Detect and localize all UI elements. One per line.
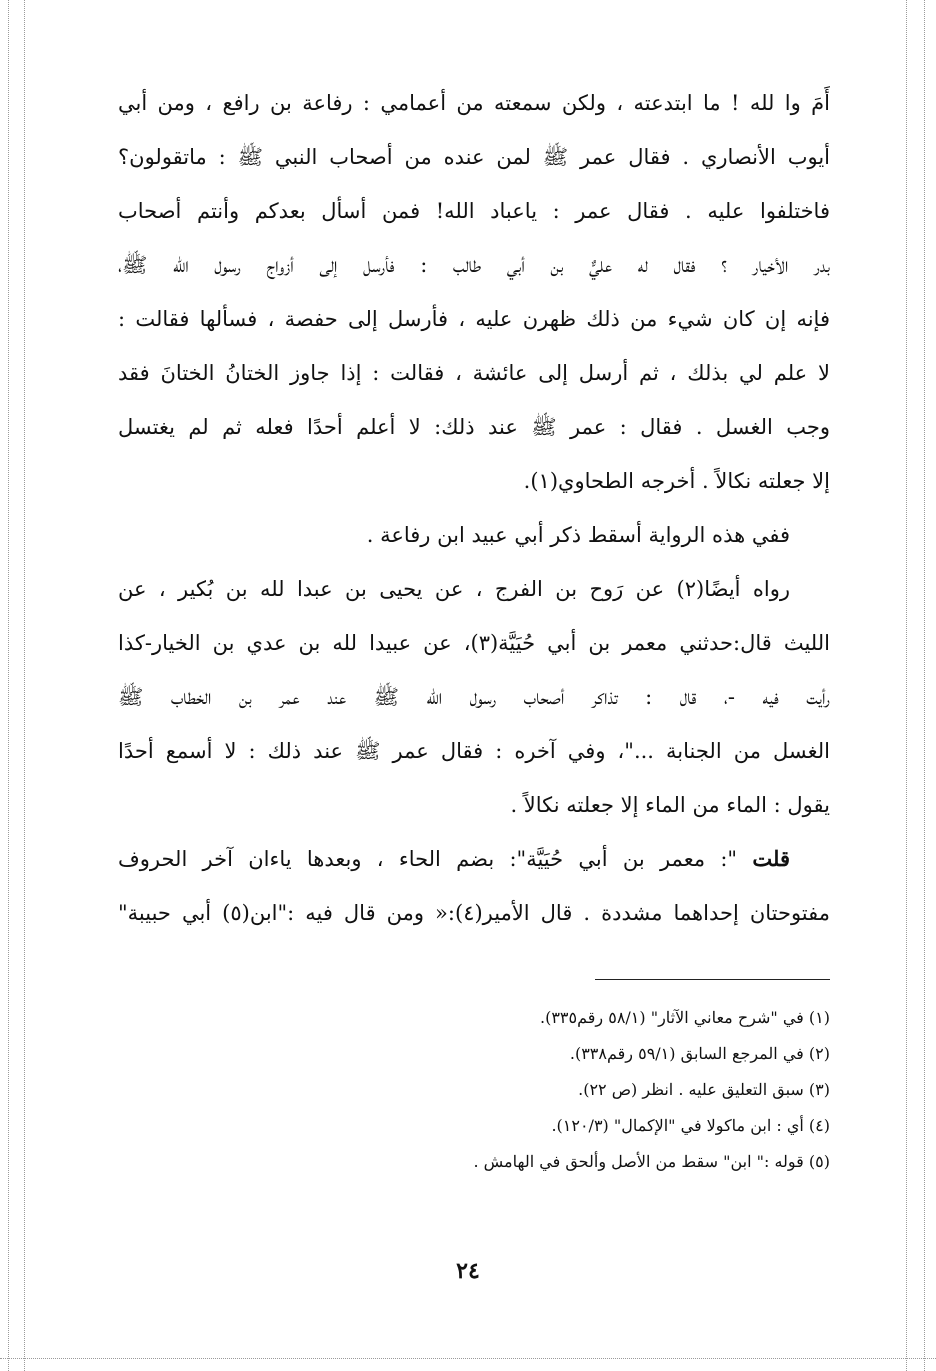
text-line: رواه أيضًا(٢) عن رَوح بن الفرج ، عن يحيى بن عبدا لله بن بُكير ، عن (118, 577, 790, 601)
scan-guide-right-inner (906, 0, 907, 1371)
text-line: أيوب الأنصاري . فقال عمر ﷺ لمن عنده من أصحاب النبي ﷺ : ماتقولون؟ (118, 145, 830, 169)
scan-guide-left-inner (24, 0, 25, 1371)
page-number: ٢٤ (456, 1258, 480, 1284)
text-line: إلا جعلته نكالاً . أخرجه الطحاوي(١). (523, 469, 830, 493)
text-line: رأيت فيه -، قال : تذاكر أصحاب رسول الله ﷺ عند عمر بن الخطاب ﷺ (118, 685, 830, 709)
text-line: وجب الغسل . فقال : عمر ﷺ عند ذلك: لا أعلم أحدًا فعله ثم لم يغتسل (118, 415, 830, 439)
main-text (118, 76, 830, 940)
footnotes (118, 1000, 830, 1180)
text-line: أَمَ وا لله ! ما ابتدعته ، ولكن سمعته من أعمامي : رفاعة بن رافع ، ومن أبي (118, 91, 830, 115)
text-line: لا علم لي بذلك ، ثم أرسل إلى عائشة ، فقالت : إذا جاوز الختانُ الختانَ فقد (118, 361, 830, 385)
footnote-separator (595, 979, 830, 980)
text-line-qult (118, 832, 830, 886)
footnote: (١) في "شرح معاني الآثار" (٥٨/١ رقم٣٣٥). (540, 1008, 830, 1027)
scan-guide-bottom (0, 1358, 936, 1359)
text-line: يقول : الماء من الماء إلا جعلته نكالاً . (510, 793, 830, 817)
text-line: فإنه إن كان شيء من ذلك ظهرن عليه ، فأرسل إلى حفصة ، فسألها فقالت : (118, 307, 830, 331)
footnote: (٤) أي : ابن ماكولا في "الإكمال" (١٢٠/٣). (551, 1116, 830, 1135)
text-line: مفتوحتان إحداهما مشددة . قال الأمير(٤):« ومن قال فيه :"ابن(٥) أبي حبيبة" (118, 901, 830, 925)
text-line: ففي هذه الرواية أسقط ذكر أبي عبيد ابن رفاعة . (366, 523, 790, 547)
footnote: (٥) قوله :" ابن" سقط من الأصل وألحق في الهامش . (473, 1152, 830, 1171)
footnote: (٢) في المرجع السابق (٥٩/١ رقم٣٣٨). (569, 1044, 830, 1063)
qult-label: قلت (752, 846, 790, 871)
scan-guide-right (924, 0, 925, 1371)
text-line: الليث قال:حدثني معمر بن أبي حُيَيَّة(٣)، عن عبيدا لله بن عدي بن الخيار-كذا (118, 631, 830, 655)
qult-text: ": معمر بن أبي حُيَيَّة": بضم الحاء ، وبعدها ياءان آخر الحروف (118, 847, 738, 871)
text-line: بدر الأخيار ؟ فقال له عليٌّ بن أبي طالب : فأرسل إلى أزواج رسول الله ﷺ، (118, 253, 830, 277)
scan-guide-left (8, 0, 9, 1371)
footnote: (٣) سبق التعليق عليه . انظر (ص ٢٢). (578, 1080, 830, 1099)
text-line: الغسل من الجنابة ..."، وفي آخره : فقال عمر ﷺ عند ذلك : لا أسمع أحدًا (118, 739, 830, 763)
text-line: فاختلفوا عليه . فقال عمر : ياعباد الله! فمن أسأل بعدكم وأنتم أصحاب (118, 199, 830, 223)
